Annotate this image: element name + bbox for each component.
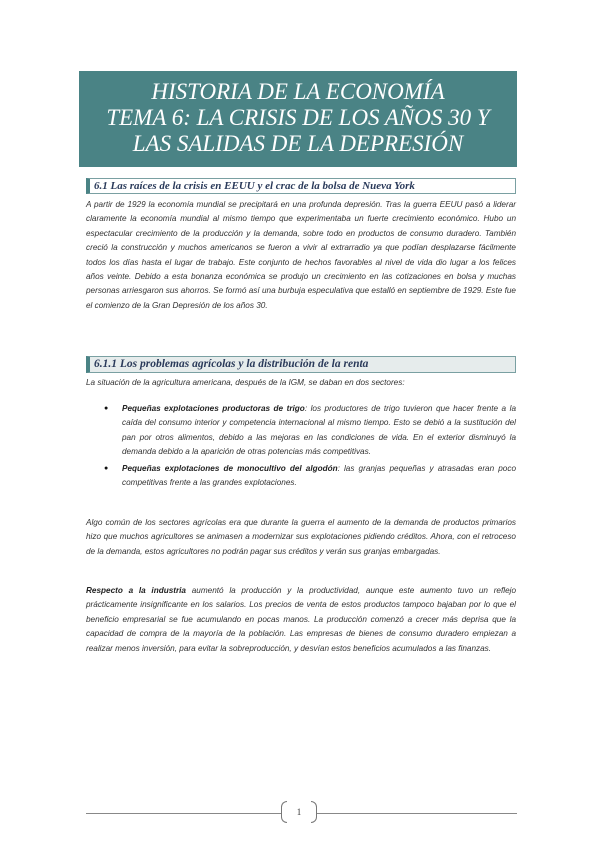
section-heading-6-1: 6.1 Las raíces de la crisis en EEUU y el crac de la bolsa de Nueva York xyxy=(86,178,516,194)
list-item xyxy=(104,402,516,460)
industry-bold-label: Respecto a la industria xyxy=(86,586,186,595)
footer-divider-left xyxy=(86,813,281,814)
bullet-bold-label: Pequeñas explotaciones de monocultivo del algodón xyxy=(122,463,338,473)
industry-text: aumentó la producción y la productividad, aunque este aumento tuvo un reflejo prácticamente insignificante en los salarios. Los precios de venta de estos productos tampoco bajaban por lo que el beneficio empresarial se fue acumulando en pocas manos. La producción comenzó a crecer más deprisa que la capacidad de compra de la mayoría de la población. Las empresas de bienes de consumo duradero empiezan a realizar menos inversión, para evitar la sobreproducción, y desvían estos beneficios acumulados a las finanzas. xyxy=(86,586,516,653)
industry-paragraph xyxy=(86,584,516,656)
list-item xyxy=(104,462,516,491)
page-bracket-right xyxy=(311,801,317,823)
section-heading-6-1-1: 6.1.1 Los problemas agrícolas y la distribución de la renta xyxy=(86,356,516,373)
footer-divider-right xyxy=(317,813,517,814)
sector-bullet-list xyxy=(104,402,516,492)
title-line-2: TEMA 6: LA CRISIS DE LOS AÑOS 30 Y xyxy=(106,105,490,130)
bullet-text: : las granjas pequeñas y atrasadas eran poco competitivas frente a las grandes explotaciones. xyxy=(122,463,516,488)
document-title xyxy=(79,71,517,167)
bullet-text: : los productores de trigo tuvieron que hacer frente a la caída del consumo interior y competencia internacional al mismo tiempo. Esto se debió a la sustitución del pan por otros alimentos, debido a las mejoras en las condiciones de vida. En el exterior disminuyó la demanda debido a la aparición de otras potencias más competitivas. xyxy=(122,404,516,457)
title-line-3: LAS SALIDAS DE LA DEPRESIÓN xyxy=(132,131,464,156)
title-line-1: HISTORIA DE LA ECONOMÍA xyxy=(151,79,445,104)
section-6-1-paragraph: A partir de 1929 la economía mundial se precipitará en una profunda depresión. Tras la guerra EEUU pasó a liderar claramente la economía mundial al mismo tiempo que experimentaba un fuerte crecimiento económico. Hubo un espectacular crecimiento de la producción y la demanda, sobre todo en productos de consumo duradero. También creció la construcción y muchos americanos se fueron a vivir al extrarradio ya que podían desplazarse fácilmente todos los días hasta el lugar de trabajo. Este conjunto de hechos favorables al nivel de vida dio lugar a los felices años veinte. Debido a esta bonanza económica se produjo un crecimiento en las cotizaciones en bolsa y muchas personas arriesgaron sus ahorros. Se formó así una burbuja especulativa que estalló en septiembre de 1929. Este fue el comienzo de la Gran Depresión de los años 30. xyxy=(86,200,516,310)
page-number: 1 xyxy=(296,807,302,817)
section-6-1-1-intro: La situación de la agricultura americana, después de la IGM, se daban en dos sectores: xyxy=(86,378,405,387)
bullet-bold-label: Pequeñas explotaciones productoras de trigo xyxy=(122,404,305,413)
agriculture-paragraph: Algo común de los sectores agrícolas era que durante la guerra el aumento de la demanda de productos primarios hizo que muchos agricultores se animasen a modernizar sus explotaciones pidiendo créditos. Ahora, con el retroceso de la demanda, estos agricultores no podrán pagar sus créditos y verán sus granjas embargadas. xyxy=(86,518,516,556)
